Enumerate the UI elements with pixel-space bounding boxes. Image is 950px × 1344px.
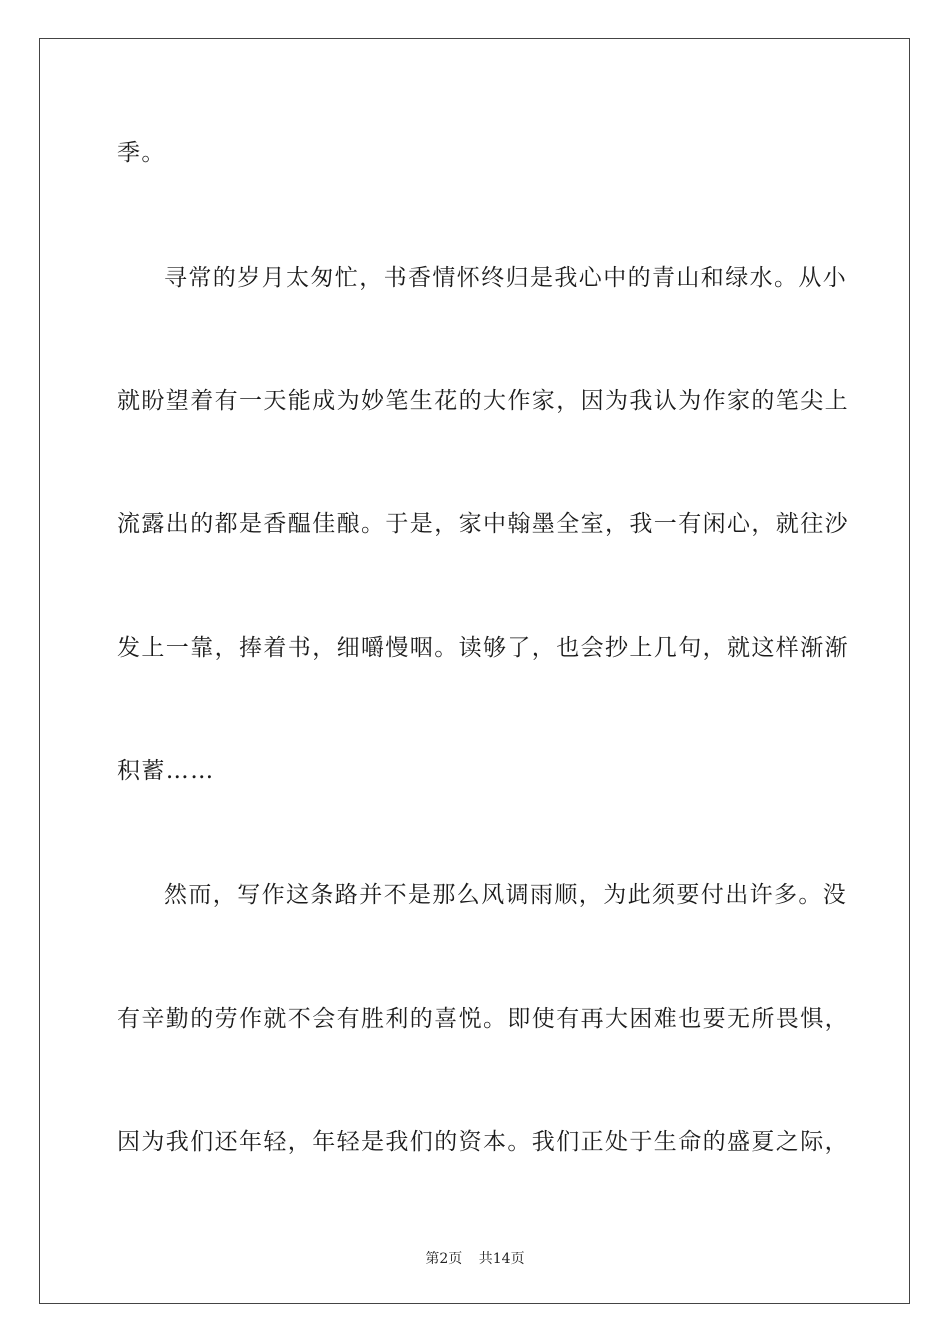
- page-total: 共14页: [478, 1251, 525, 1267]
- page-number: 第2页: [425, 1251, 463, 1267]
- text-line: 然而，写作这条路并不是那么风调雨顺，为此须要付出许多。没: [164, 882, 848, 908]
- text-line: 因为我们还年轻，年轻是我们的资本。我们正处于生命的盛夏之际，: [117, 1129, 849, 1155]
- text-line: 就盼望着有一天能成为妙笔生花的大作家，因为我认为作家的笔尖上: [117, 388, 849, 414]
- page-footer: [0, 1248, 950, 1268]
- text-line: 季。: [117, 140, 166, 166]
- page-border: [39, 38, 910, 1304]
- text-line: 流露出的都是香醖佳酿。于是，家中翰墨全室，我一有闲心，就往沙: [117, 511, 849, 537]
- text-line: 发上一靠，捧着书，细嚼慢咽。读够了，也会抄上几句，就这样渐渐: [117, 635, 849, 661]
- text-line: 积蓄……: [117, 758, 215, 784]
- text-line: 有辛勤的劳作就不会有胜利的喜悦。即使有再大困难也要无所畏惧，: [117, 1006, 849, 1032]
- text-line: 寻常的岁月太匆忙，书香情怀终归是我心中的青山和绿水。从小: [164, 265, 848, 291]
